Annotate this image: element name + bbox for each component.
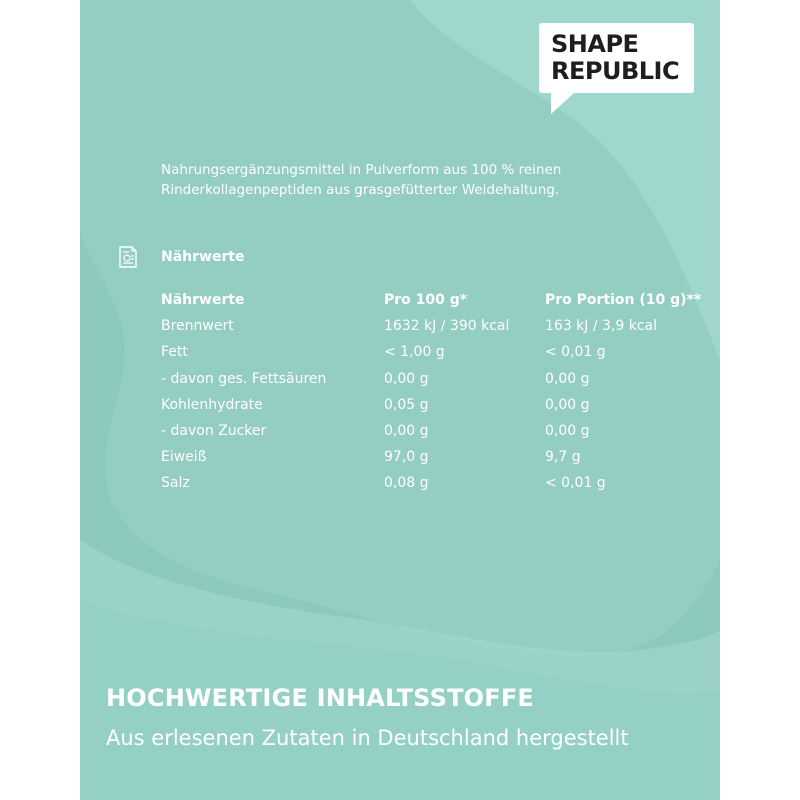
- nutrient-name: Kohlenhydrate: [161, 396, 263, 413]
- section-title: Nährwerte: [161, 249, 245, 265]
- product-description: Nahrungsergänzungsmittel in Pulverform aus 100 % reinen Rinderkollagenpeptiden aus grasgefütterter Weidehaltung.: [161, 162, 562, 198]
- brand-logo-line1: SHAPE: [551, 30, 639, 58]
- value-per-100g: 1632 kJ / 390 kcal: [384, 318, 510, 335]
- nutrient-name: Eiweiß: [161, 449, 207, 466]
- value-per-portion: 0,00 g: [545, 422, 590, 439]
- nutrient-name: Brennwert: [161, 318, 234, 335]
- value-per-100g: < 1,00 g: [384, 344, 445, 361]
- footer-subline: Aus erlesenen Zutaten in Deutschland hergestellt: [106, 726, 629, 750]
- value-per-portion: < 0,01 g: [545, 344, 606, 361]
- product-info-panel: [80, 0, 720, 800]
- brand-logo-line2: REPUBLIC: [551, 57, 680, 85]
- value-per-100g: 0,00 g: [384, 422, 429, 439]
- value-per-100g: 0,05 g: [384, 396, 429, 413]
- value-per-portion: < 0,01 g: [545, 475, 606, 492]
- speech-bubble-tail: [551, 92, 575, 114]
- nutrient-name: Fett: [161, 344, 188, 361]
- nutrient-name: - davon ges. Fettsäuren: [161, 370, 327, 387]
- column-header: Pro Portion (10 g)**: [545, 292, 702, 308]
- value-per-100g: 0,00 g: [384, 370, 429, 387]
- value-per-portion: 0,00 g: [545, 370, 590, 387]
- brand-logo: [539, 23, 694, 93]
- value-per-portion: 0,00 g: [545, 396, 590, 413]
- value-per-portion: 163 kJ / 3,9 kcal: [545, 318, 658, 335]
- column-header: Nährwerte: [161, 292, 245, 308]
- nutrient-name: Salz: [161, 475, 190, 492]
- column-header: Pro 100 g*: [384, 292, 468, 308]
- value-per-100g: 0,08 g: [384, 475, 429, 492]
- value-per-portion: 9,7 g: [545, 449, 581, 466]
- footer-headline: HOCHWERTIGE INHALTSSTOFFE: [106, 684, 535, 712]
- section-header-nutrition: [118, 245, 245, 269]
- value-per-100g: 97,0 g: [384, 449, 429, 466]
- nutrition-label-icon: [118, 245, 138, 269]
- nutrient-name: - davon Zucker: [161, 422, 267, 439]
